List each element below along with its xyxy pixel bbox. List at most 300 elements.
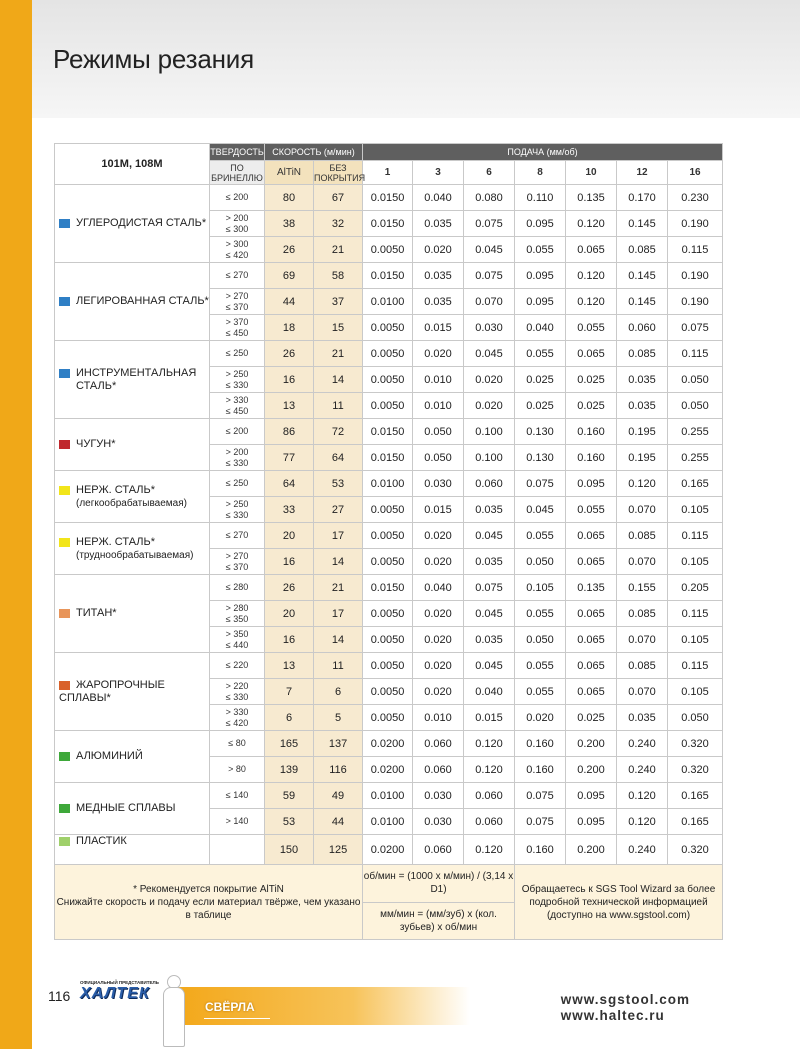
material-color-swatch: [59, 837, 70, 846]
material-cell: [55, 263, 210, 341]
feed-value: 0.010: [413, 705, 464, 731]
feed-value: 0.190: [668, 211, 723, 237]
feed-value: 0.020: [413, 549, 464, 575]
hardness-value-max: ≤ 420: [225, 717, 249, 728]
feed-value: 0.085: [617, 237, 668, 263]
material-name: НЕРЖ. СТАЛЬ*: [76, 536, 155, 549]
hardness-value: ≤ 200: [225, 426, 249, 436]
feed-value: 0.095: [566, 783, 617, 809]
material-name: АЛЮМИНИЙ: [76, 750, 143, 763]
feed-value: 0.120: [566, 211, 617, 237]
feed-value: 0.155: [617, 575, 668, 601]
speed-aitin: 165: [265, 731, 314, 757]
header-diameter: 16: [668, 161, 723, 185]
feed-value: 0.035: [464, 549, 515, 575]
material-cell: [55, 523, 210, 575]
feed-value: 0.060: [413, 835, 464, 865]
speed-uncoated: 37: [314, 289, 363, 315]
hardness-value: ≤ 270: [225, 270, 249, 280]
speed-uncoated: 27: [314, 497, 363, 523]
material-name: УГЛЕРОДИСТАЯ СТАЛЬ*: [76, 217, 207, 230]
feed-value: 0.075: [668, 315, 723, 341]
feed-value: 0.025: [566, 705, 617, 731]
feed-value: 0.0050: [363, 601, 413, 627]
table-row: [55, 185, 723, 211]
tool-label: 101M, 108M: [55, 144, 210, 185]
website-sgstool: www.sgstool.com: [560, 992, 690, 1007]
feed-value: 0.040: [464, 679, 515, 705]
feed-value: 0.055: [566, 497, 617, 523]
footnote-cell: [55, 865, 363, 940]
hardness-value: > 220: [225, 680, 249, 691]
feed-value: 0.0100: [363, 809, 413, 835]
speed-aitin: 26: [265, 575, 314, 601]
feed-value: 0.045: [464, 341, 515, 367]
hardness-value: ≤ 80: [228, 738, 246, 748]
speed-aitin: 150: [265, 835, 314, 865]
hardness-cell: [210, 627, 265, 653]
hardness-value: > 270: [225, 550, 249, 561]
feed-value: 0.015: [464, 705, 515, 731]
feed-value: 0.050: [668, 367, 723, 393]
feed-value: 0.120: [464, 731, 515, 757]
material-cell: [55, 731, 210, 783]
feed-value: 0.055: [515, 523, 566, 549]
hardness-value: > 140: [225, 816, 249, 826]
feed-value: 0.240: [617, 731, 668, 757]
feed-value: 0.035: [413, 211, 464, 237]
hardness-cell: [210, 575, 265, 601]
feed-value: 0.025: [515, 367, 566, 393]
feed-value: 0.020: [464, 393, 515, 419]
feed-value: 0.075: [515, 471, 566, 497]
feed-value: 0.0150: [363, 419, 413, 445]
feed-value: 0.075: [464, 575, 515, 601]
feed-value: 0.205: [668, 575, 723, 601]
speed-uncoated: 125: [314, 835, 363, 865]
material-color-swatch: [59, 369, 70, 378]
feed-value: 0.040: [413, 185, 464, 211]
feed-value: 0.050: [668, 705, 723, 731]
feed-value: 0.230: [668, 185, 723, 211]
feed-value: 0.055: [515, 237, 566, 263]
feed-value: 0.065: [566, 237, 617, 263]
feed-value: 0.120: [566, 263, 617, 289]
feed-value: 0.195: [617, 419, 668, 445]
table-row: [55, 783, 723, 809]
feed-value: 0.020: [413, 679, 464, 705]
feed-value: 0.160: [566, 445, 617, 471]
feed-value: 0.320: [668, 757, 723, 783]
hardness-value-max: ≤ 330: [225, 509, 249, 520]
feed-value: 0.120: [464, 835, 515, 865]
feed-value: 0.130: [515, 445, 566, 471]
speed-uncoated: 67: [314, 185, 363, 211]
feed-value: 0.0150: [363, 185, 413, 211]
feed-value: 0.075: [464, 263, 515, 289]
feed-value: 0.060: [464, 783, 515, 809]
hardness-value-max: ≤ 370: [225, 561, 249, 572]
hardness-cell: [210, 731, 265, 757]
hardness-value: > 250: [225, 368, 249, 379]
hardness-cell: [210, 783, 265, 809]
feed-value: 0.035: [464, 627, 515, 653]
hardness-cell: [210, 341, 265, 367]
feed-value: 0.145: [617, 263, 668, 289]
table-row: [55, 575, 723, 601]
speed-uncoated: 137: [314, 731, 363, 757]
speed-uncoated: 32: [314, 211, 363, 237]
hardness-cell: [210, 237, 265, 263]
feed-value: 0.065: [566, 341, 617, 367]
hardness-cell: [210, 549, 265, 575]
hardness-cell: [210, 211, 265, 237]
table-row: [55, 263, 723, 289]
hardness-value: > 370: [225, 316, 249, 327]
feed-value: 0.0100: [363, 471, 413, 497]
feed-value: 0.020: [413, 341, 464, 367]
material-cell: [55, 653, 210, 731]
material-name-line2: СТАЛЬ*: [76, 379, 117, 392]
feed-value: 0.0050: [363, 523, 413, 549]
material-cell: [55, 419, 210, 471]
table-row: [55, 835, 723, 865]
feed-value: 0.045: [464, 237, 515, 263]
feed-value: 0.060: [413, 731, 464, 757]
material-name: НЕРЖ. СТАЛЬ*: [76, 484, 155, 497]
feed-value: 0.100: [464, 445, 515, 471]
speed-aitin: 26: [265, 341, 314, 367]
hardness-cell: [210, 757, 265, 783]
feed-value: 0.035: [617, 367, 668, 393]
feed-value: 0.0150: [363, 211, 413, 237]
material-name: МЕДНЫЕ СПЛАВЫ: [76, 802, 176, 815]
left-accent-stripe: [0, 0, 32, 1049]
feed-value: 0.255: [668, 419, 723, 445]
speed-aitin: 16: [265, 627, 314, 653]
feed-value: 0.025: [566, 393, 617, 419]
speed-uncoated: 17: [314, 523, 363, 549]
hardness-value-max: ≤ 440: [225, 639, 249, 650]
material-color-swatch: [59, 297, 70, 306]
feed-value: 0.070: [617, 627, 668, 653]
speed-uncoated: 64: [314, 445, 363, 471]
feed-value: 0.200: [566, 835, 617, 865]
feed-value: 0.060: [464, 809, 515, 835]
speed-uncoated: 6: [314, 679, 363, 705]
feed-value: 0.065: [566, 627, 617, 653]
speed-uncoated: 58: [314, 263, 363, 289]
feed-value: 0.020: [464, 367, 515, 393]
header-diameter: 8: [515, 161, 566, 185]
feed-value: 0.0050: [363, 653, 413, 679]
hardness-cell: [210, 289, 265, 315]
speed-uncoated: 49: [314, 783, 363, 809]
feed-value: 0.120: [617, 783, 668, 809]
hardness-cell: [210, 679, 265, 705]
section-label: СВЁРЛА: [205, 1000, 255, 1014]
feed-value: 0.145: [617, 289, 668, 315]
feed-value: 0.035: [413, 289, 464, 315]
feed-value: 0.0150: [363, 263, 413, 289]
material-color-swatch: [59, 538, 70, 547]
feed-value: 0.060: [413, 757, 464, 783]
hardness-cell: [210, 835, 265, 865]
formula-rpm: об/мин = (1000 x м/мин) / (3,14 x D1): [363, 865, 515, 903]
speed-aitin: 13: [265, 653, 314, 679]
feed-value: 0.055: [515, 601, 566, 627]
speed-uncoated: 14: [314, 549, 363, 575]
hardness-cell: [210, 315, 265, 341]
websites: [561, 992, 690, 1024]
material-cell: [55, 341, 210, 419]
hardness-value: ≤ 200: [225, 192, 249, 202]
hardness-cell: [210, 185, 265, 211]
material-name: ЧУГУН*: [76, 438, 116, 451]
feed-value: 0.020: [413, 653, 464, 679]
speed-aitin: 18: [265, 315, 314, 341]
feed-value: 0.0100: [363, 289, 413, 315]
material-color-swatch: [59, 486, 70, 495]
feed-value: 0.065: [566, 549, 617, 575]
feed-value: 0.105: [668, 679, 723, 705]
hardness-value-max: ≤ 450: [225, 405, 249, 416]
material-name: ТИТАН*: [76, 607, 117, 620]
hardness-value-max: ≤ 300: [225, 223, 249, 234]
header-hardness: ТВЕРДОСТЬ: [210, 144, 265, 161]
hardness-cell: [210, 497, 265, 523]
feed-value: 0.0200: [363, 731, 413, 757]
feed-value: 0.025: [566, 367, 617, 393]
cutting-regimes-table: [54, 143, 723, 940]
speed-uncoated: 21: [314, 237, 363, 263]
header-uncoated: БЕЗ ПОКРЫТИЯ: [314, 162, 366, 183]
page-number: 116: [48, 988, 71, 1004]
speed-aitin: 33: [265, 497, 314, 523]
feed-value: 0.035: [617, 705, 668, 731]
feed-value: 0.055: [566, 315, 617, 341]
hardness-value-max: ≤ 350: [225, 613, 249, 624]
feed-value: 0.320: [668, 731, 723, 757]
feed-value: 0.015: [413, 497, 464, 523]
feed-value: 0.050: [515, 627, 566, 653]
tool-wizard-note: Обращаетесь к SGS Tool Wizard за более подробной технической информацией (доступно на www.sgstool.com): [515, 865, 723, 940]
feed-value: 0.060: [617, 315, 668, 341]
website-haltec: www.haltec.ru: [560, 1008, 665, 1023]
feed-value: 0.0150: [363, 445, 413, 471]
material-name: ПЛАСТИК: [76, 835, 127, 848]
feed-value: 0.070: [617, 549, 668, 575]
hardness-cell: [210, 809, 265, 835]
hardness-value: > 330: [225, 706, 249, 717]
formula-feed: мм/мин = (мм/зуб) x (кол. зубьев) x об/мин: [363, 902, 515, 940]
hardness-value: > 300: [225, 238, 249, 249]
speed-aitin: 139: [265, 757, 314, 783]
feed-value: 0.020: [515, 705, 566, 731]
feed-value: 0.0050: [363, 393, 413, 419]
feed-value: 0.065: [566, 653, 617, 679]
hardness-cell: [210, 419, 265, 445]
feed-value: 0.240: [617, 835, 668, 865]
table-row: [55, 419, 723, 445]
speed-aitin: 6: [265, 705, 314, 731]
feed-value: 0.095: [566, 809, 617, 835]
feed-value: 0.050: [515, 549, 566, 575]
hardness-value: > 250: [225, 498, 249, 509]
feed-value: 0.070: [617, 679, 668, 705]
hardness-value: > 80: [228, 764, 246, 774]
feed-value: 0.0050: [363, 497, 413, 523]
speed-uncoated: 15: [314, 315, 363, 341]
feed-value: 0.0050: [363, 705, 413, 731]
feed-value: 0.010: [413, 393, 464, 419]
hardness-cell: [210, 367, 265, 393]
feed-value: 0.040: [413, 575, 464, 601]
speed-uncoated: 72: [314, 419, 363, 445]
hardness-value: ≤ 140: [225, 790, 249, 800]
hardness-value: ≤ 280: [225, 582, 249, 592]
speed-aitin: 59: [265, 783, 314, 809]
feed-value: 0.105: [515, 575, 566, 601]
feed-value: 0.165: [668, 809, 723, 835]
feed-value: 0.130: [515, 419, 566, 445]
feed-value: 0.135: [566, 185, 617, 211]
feed-value: 0.240: [617, 757, 668, 783]
speed-uncoated: 116: [314, 757, 363, 783]
feed-value: 0.040: [515, 315, 566, 341]
hardness-value: ≤ 270: [225, 530, 249, 540]
page-title: Режимы резания: [53, 44, 254, 74]
speed-uncoated: 11: [314, 393, 363, 419]
feed-value: 0.075: [464, 211, 515, 237]
haltec-logo: ОФИЦИАЛЬНЫЙ ПРЕДСТАВИТЕЛЬ ХАЛТЕК: [80, 980, 159, 1002]
feed-value: 0.020: [413, 601, 464, 627]
hardness-value-max: ≤ 420: [225, 249, 249, 260]
feed-value: 0.320: [668, 835, 723, 865]
feed-value: 0.055: [515, 679, 566, 705]
feed-value: 0.105: [668, 497, 723, 523]
speed-uncoated: 14: [314, 627, 363, 653]
feed-value: 0.045: [515, 497, 566, 523]
hardness-value-max: ≤ 330: [225, 691, 249, 702]
speed-uncoated: 5: [314, 705, 363, 731]
feed-value: 0.165: [668, 783, 723, 809]
feed-value: 0.0200: [363, 835, 413, 865]
table-row: [55, 731, 723, 757]
feed-value: 0.115: [668, 653, 723, 679]
material-color-swatch: [59, 219, 70, 228]
feed-value: 0.145: [617, 211, 668, 237]
feed-value: 0.200: [566, 731, 617, 757]
feed-value: 0.120: [566, 289, 617, 315]
feed-value: 0.085: [617, 601, 668, 627]
table-row: [55, 523, 723, 549]
speed-uncoated: 21: [314, 575, 363, 601]
feed-value: 0.0150: [363, 575, 413, 601]
hardness-value: > 280: [225, 602, 249, 613]
table-row: [55, 341, 723, 367]
feed-value: 0.0050: [363, 237, 413, 263]
feed-value: 0.095: [515, 263, 566, 289]
table-row: [55, 653, 723, 679]
feed-value: 0.105: [668, 549, 723, 575]
feed-value: 0.0050: [363, 679, 413, 705]
speed-aitin: 7: [265, 679, 314, 705]
header-diameter: 12: [617, 161, 668, 185]
material-cell: [55, 185, 210, 263]
feed-value: 0.055: [515, 653, 566, 679]
material-cell: [55, 471, 210, 523]
banner-underline: [204, 1018, 270, 1019]
speed-aitin: 26: [265, 237, 314, 263]
material-name: ИНСТРУМЕНТАЛЬНАЯ: [76, 367, 197, 380]
feed-value: 0.0050: [363, 549, 413, 575]
speed-aitin: 64: [265, 471, 314, 497]
speed-aitin: 13: [265, 393, 314, 419]
material-name: ЛЕГИРОВАННАЯ СТАЛЬ*: [76, 295, 209, 308]
material-cell: [55, 835, 210, 865]
material-cell: [55, 783, 210, 835]
feed-value: 0.120: [617, 809, 668, 835]
hardness-value: ≤ 220: [225, 660, 249, 670]
feed-value: 0.035: [464, 497, 515, 523]
hardness-value: > 350: [225, 628, 249, 639]
header-diameter: 10: [566, 161, 617, 185]
feed-value: 0.160: [515, 757, 566, 783]
table-row: [55, 471, 723, 497]
feed-value: 0.100: [464, 419, 515, 445]
header-brinell: ПО БРИНЕЛЛЮ: [211, 162, 263, 183]
hardness-cell: [210, 653, 265, 679]
speed-uncoated: 21: [314, 341, 363, 367]
material-cell: [55, 575, 210, 653]
hardness-cell: [210, 263, 265, 289]
feed-value: 0.045: [464, 523, 515, 549]
feed-value: 0.070: [617, 497, 668, 523]
material-color-swatch: [59, 804, 70, 813]
feed-value: 0.095: [515, 211, 566, 237]
feed-value: 0.105: [668, 627, 723, 653]
feed-value: 0.115: [668, 523, 723, 549]
material-color-swatch: [59, 752, 70, 761]
feed-value: 0.030: [413, 471, 464, 497]
material-note: (легкообрабатываемая): [76, 498, 187, 510]
feed-value: 0.015: [413, 315, 464, 341]
feed-value: 0.085: [617, 341, 668, 367]
hardness-value: > 200: [225, 446, 249, 457]
hardness-value: > 270: [225, 290, 249, 301]
feed-value: 0.0100: [363, 783, 413, 809]
feed-value: 0.020: [413, 523, 464, 549]
hardness-cell: [210, 705, 265, 731]
material-color-swatch: [59, 440, 70, 449]
hardness-value-max: ≤ 450: [225, 327, 249, 338]
feed-value: 0.160: [566, 419, 617, 445]
feed-value: 0.085: [617, 653, 668, 679]
feed-value: 0.0050: [363, 341, 413, 367]
feed-value: 0.190: [668, 263, 723, 289]
speed-uncoated: 53: [314, 471, 363, 497]
feed-value: 0.170: [617, 185, 668, 211]
feed-value: 0.065: [566, 523, 617, 549]
hardness-value: > 200: [225, 212, 249, 223]
feed-value: 0.030: [413, 783, 464, 809]
header-diameter: 6: [464, 161, 515, 185]
feed-value: 0.075: [515, 809, 566, 835]
material-name: ЖАРОПРОЧНЫЕ СПЛАВЫ*: [59, 679, 165, 704]
feed-value: 0.0200: [363, 757, 413, 783]
hardness-cell: [210, 393, 265, 419]
